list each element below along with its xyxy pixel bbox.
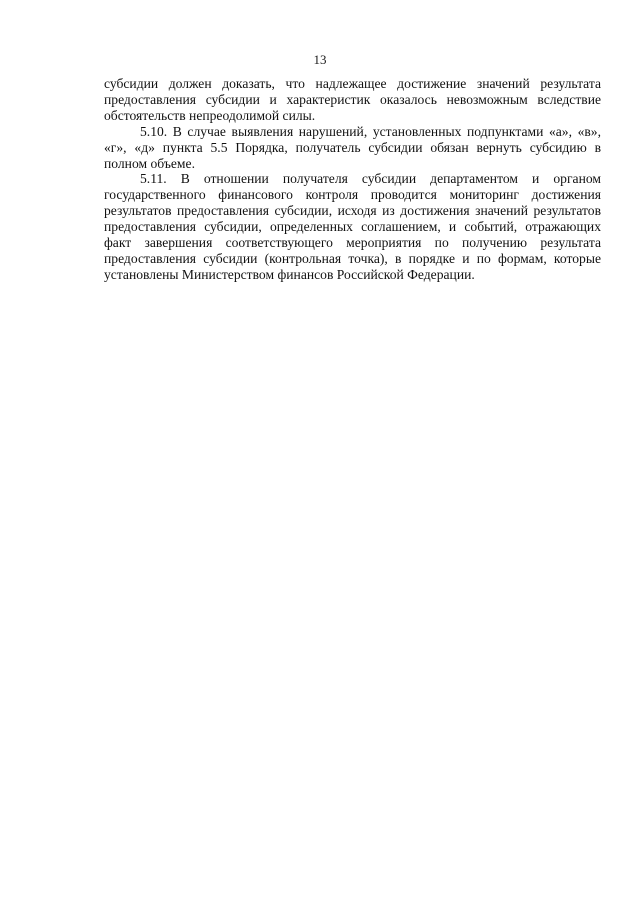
- paragraph-continuation: субсидии должен доказать, что надлежащее достижение значений результата предоставления субсидии и характеристик оказалось невозможным вследствие обстоятельств непреодолимой силы.: [104, 76, 601, 123]
- page-number: 13: [313, 52, 327, 67]
- paragraph-5-11: 5.11. В отношении получателя субсидии департаментом и органом государственного финансового контроля проводится мониторинг достижения результатов предоставления субсидии, исходя из достижения значений результатов предоставления субсидии, определенных соглашением, и событий, отражающих факт завершения соответствующего мероприятия по получению результата предоставления субсидии (контрольная точка), в порядке и по формам, которые установлены Министерством финансов Российской Федерации.: [104, 171, 601, 282]
- document-body: [104, 76, 601, 283]
- paragraph-5-10: 5.10. В случае выявления нарушений, установленных подпунктами «а», «в», «г», «д» пункта 5.5 Порядка, получатель субсидии обязан вернуть субсидию в полном объеме.: [104, 123, 601, 171]
